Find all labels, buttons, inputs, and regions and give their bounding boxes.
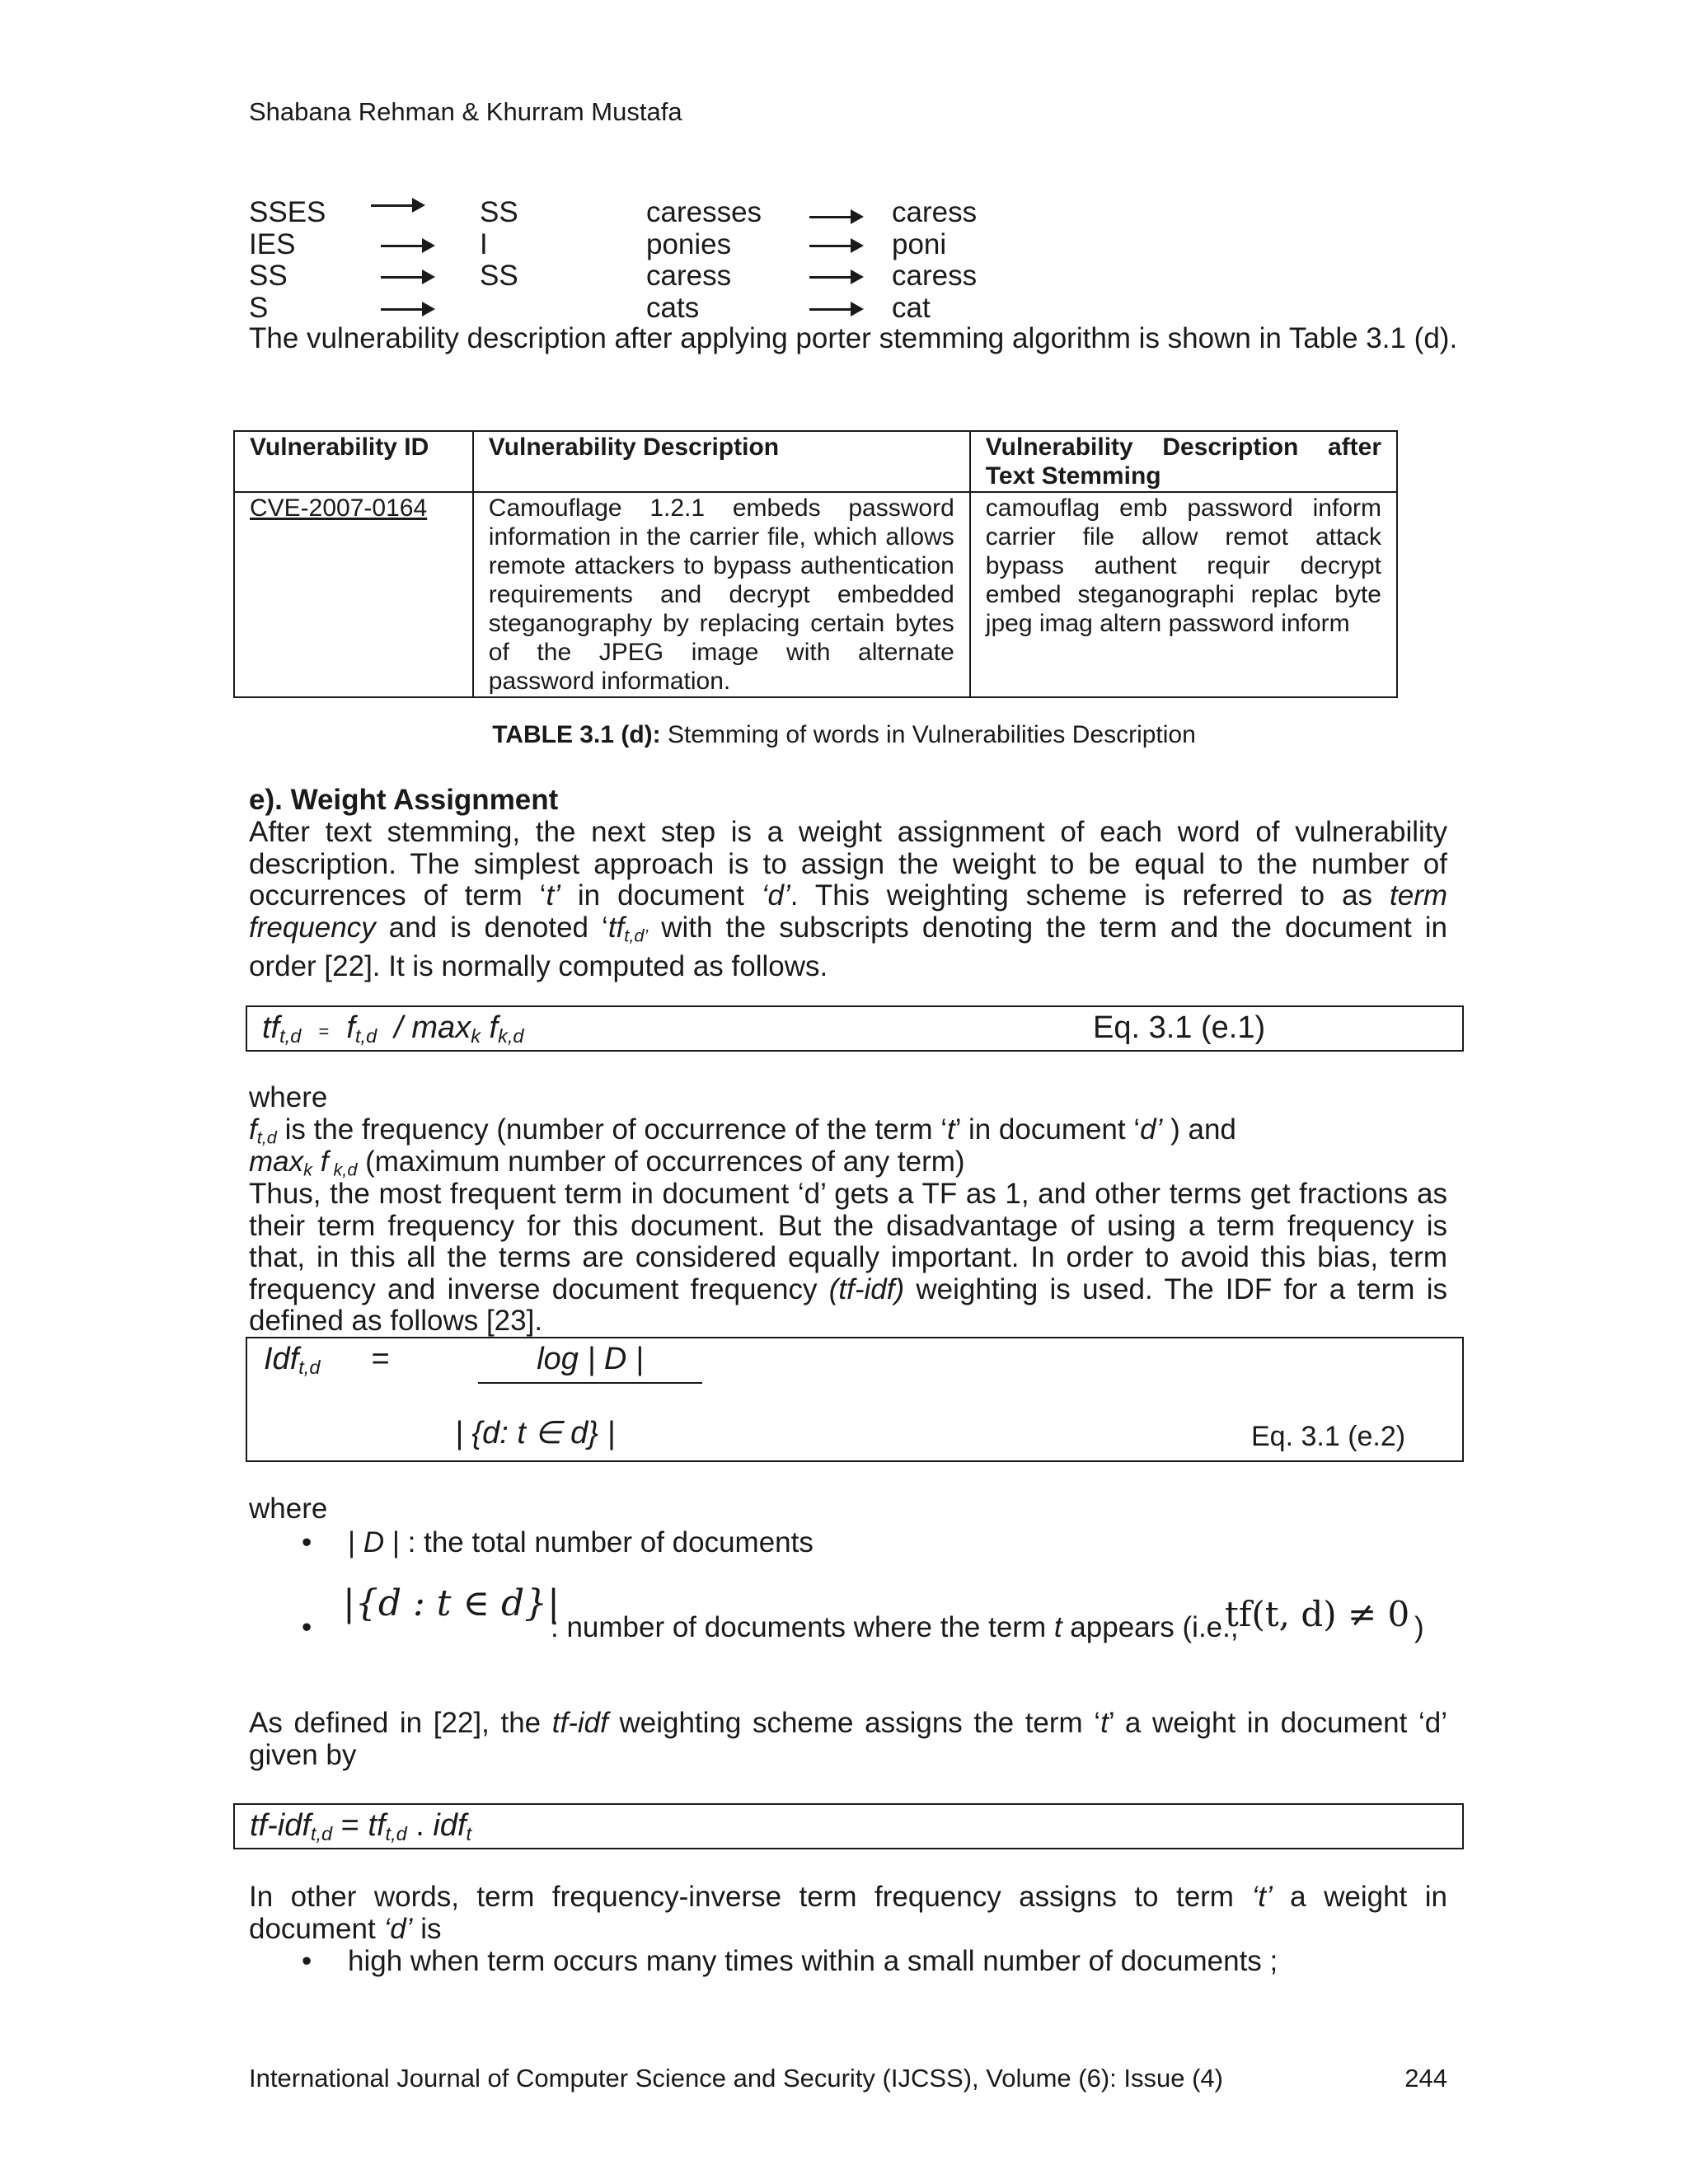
text-run: k [303, 1159, 312, 1180]
text-run: ’ in document ‘ [954, 1113, 1141, 1146]
text-run: k,d [498, 1024, 524, 1047]
running-header: Shabana Rehman & Khurram Mustafa [249, 97, 682, 126]
paragraph-tf-bias [249, 1179, 1447, 1338]
text-run: in document [560, 879, 762, 912]
text-run: tf [607, 911, 625, 944]
text-run: / max [385, 1010, 471, 1045]
table-cell-description: Camouflage 1.2.1 embeds password information in the carrier file, which allows remote attackers to bypass authentication requirements and decrypt embedded steganography by replacing certain bytes of the JPEG image with alternate password information. [473, 492, 970, 697]
text-run: (maximum number of occurrences of any term) [357, 1146, 965, 1178]
arrow-right-icon [371, 204, 422, 207]
text-run: f [346, 1010, 355, 1045]
formula-image-docset: |{d : t ∈ d}| [343, 1582, 560, 1624]
text-run: As defined in [22], the [249, 1707, 552, 1739]
text-run: t’ [546, 879, 560, 912]
text-run: ‘t’ [1251, 1881, 1273, 1913]
table-cell-stemmed: camouflag emb password inform carrier file allow remot attack bypass authent requir decrypt embed steganographi replac byte jpeg imag altern password inform [970, 492, 1397, 697]
rule-replacement: SS [480, 196, 518, 228]
text-run: d’ [1140, 1113, 1163, 1146]
table-row [234, 492, 1397, 697]
text-run: = [318, 1021, 330, 1042]
bullet-icon: • [302, 1611, 312, 1643]
equation-tfidf [250, 1808, 471, 1845]
text-run: t [1100, 1707, 1109, 1739]
equation-equals: = [371, 1342, 390, 1376]
text-run: with the subscripts denoting the term and the document in order [22]. It is normally computed as follows. [249, 911, 1447, 983]
section-heading: e). Weight Assignment [249, 784, 559, 816]
text-run: t [1053, 1611, 1062, 1643]
text-run: and is denoted ‘ [375, 911, 608, 944]
arrow-right-icon [809, 216, 860, 218]
text-run: Thus, the most frequent term in document ‘d’ gets a TF as 1, and other terms get fractions as their term frequency for this document. But the disadvantage of using a term frequency is that, in this all the terms are considered equally important. In order to avoid this bias, term frequency and inverse document frequency [249, 1178, 1447, 1305]
caption-label: TABLE 3.1 (d): [492, 721, 661, 748]
intro-line: The vulnerability description after applying porter stemming algorithm is shown in Table 3.1 (d). [249, 322, 1458, 354]
journal-name: International Journal of Computer Science and Security (IJCSS), Volume (6): Issue (4) [249, 2064, 1223, 2093]
caption-text: Stemming of words in Vulnerabilities Description [660, 721, 1196, 748]
text-run: weighting is used. The IDF for a term is defined as follows [23]. [249, 1272, 1447, 1337]
rule-row [249, 196, 1485, 228]
rule-example: caress [646, 260, 732, 292]
vulnerability-table [233, 430, 1398, 698]
stemming-rules [249, 196, 1485, 323]
text-run: t,d [310, 1822, 333, 1844]
text-run: t,d [298, 1356, 321, 1378]
text-run: t,d [256, 1127, 277, 1148]
text-run: : number of documents where the term [551, 1611, 1054, 1643]
table-header-row [234, 431, 1397, 492]
rule-result: poni [892, 227, 947, 260]
closing-paren: ) [1414, 1611, 1424, 1643]
paragraph-other-words [249, 1882, 1447, 1945]
cve-id-link[interactable]: CVE-2007-0164 [234, 492, 473, 697]
text-run: f [480, 1010, 499, 1045]
arrow-right-icon [809, 276, 860, 279]
text-run: max [249, 1146, 304, 1178]
text-run: | [348, 1526, 363, 1558]
bullet-docs-with-term [551, 1612, 1239, 1644]
text-run: tf-idf [250, 1808, 311, 1843]
text-run: t [947, 1113, 955, 1146]
rule-row [249, 260, 1485, 292]
rule-suffix: IES [249, 227, 296, 260]
text-run: . [406, 1808, 434, 1843]
text-run: t [466, 1822, 472, 1844]
text-run: | : the total number of documents [384, 1526, 814, 1558]
rule-replacement: I [480, 227, 488, 260]
text-run: After text stemming, the next step is a weight assignment of each word of vulnerability description. The simplest approach is to assign the weight to be equal to the number of occurrences of term ‘ [249, 816, 1447, 912]
text-run: is the frequency (number of occurrence of the term ‘ [276, 1113, 948, 1146]
text-run: appears (i.e., [1062, 1611, 1239, 1643]
rule-result: cat [892, 291, 931, 324]
page-footer [249, 2064, 1447, 2093]
text-run: k,d [328, 1159, 358, 1180]
rule-example: cats [646, 291, 700, 324]
text-run: tf [368, 1808, 386, 1843]
text-run: t,d [279, 1024, 302, 1047]
rule-row [249, 228, 1485, 260]
equation-box-tf [246, 1005, 1464, 1052]
text-run: k [471, 1024, 481, 1047]
formula-image-tf-nonzero: tf(t, d) ≠ 0 [1225, 1594, 1410, 1634]
text-run: t,d’ [624, 924, 649, 945]
rule-example: caresses [646, 196, 762, 228]
text-run: tf [262, 1010, 280, 1045]
arrow-right-icon [381, 308, 432, 311]
arrow-right-icon [809, 308, 860, 311]
rule-result: caress [892, 260, 978, 292]
equation-box-tfidf [233, 1803, 1464, 1849]
text-run: is [412, 1912, 442, 1945]
bullet-icon: • [302, 1945, 312, 1977]
text-run: In other words, term frequency-inverse term frequency assigns to term [249, 1881, 1252, 1913]
arrow-right-icon [381, 276, 432, 279]
rule-suffix: SS [249, 260, 288, 292]
bullet-icon: • [302, 1526, 312, 1558]
text-run: idf [433, 1808, 467, 1843]
rule-row [249, 292, 1485, 324]
text-run: ) and [1162, 1113, 1236, 1146]
text-run: Idf [264, 1342, 299, 1376]
table-caption [0, 721, 1688, 749]
rule-suffix: SSES [249, 196, 326, 228]
equation-label: Eq. 3.1 (e.2) [1251, 1421, 1406, 1452]
where-label: where [249, 1493, 328, 1525]
arrow-right-icon [381, 245, 432, 247]
page-number: 244 [1404, 2064, 1447, 2093]
table-header-description: Vulnerability Description [473, 431, 970, 492]
arrow-right-icon [809, 245, 860, 247]
text-run: = [332, 1808, 368, 1843]
text-run: f [312, 1146, 329, 1178]
bullet-high-weight: high when term occurs many times within a small number of documents ; [348, 1945, 1278, 1977]
text-run: ‘d’ [761, 879, 790, 912]
text-run: a weight in document [249, 1881, 1447, 1945]
where-label: where [249, 1081, 328, 1113]
rule-example: ponies [646, 227, 732, 260]
equation-denominator: | {d: t ∈ d} | [455, 1416, 616, 1451]
table-header-stemmed: Vulnerability Description after Text Stemming [970, 431, 1397, 492]
rule-suffix: S [249, 291, 269, 324]
text-run: term frequency [249, 879, 1447, 944]
equation-label: Eq. 3.1 (e.1) [1093, 1010, 1266, 1045]
text-run: f [249, 1113, 257, 1146]
equation-box-idf [246, 1337, 1464, 1462]
text-run: (tf-idf) [828, 1272, 905, 1305]
equation-idf-lhs [264, 1342, 320, 1379]
text-run: weighting scheme assigns the term ‘ [607, 1707, 1101, 1739]
equation-numerator: log | D | [478, 1342, 702, 1384]
paragraph-weight-assignment [249, 817, 1447, 983]
equation-tf [262, 1010, 524, 1047]
text-run: D [363, 1526, 385, 1558]
rule-result: caress [892, 196, 978, 228]
text-run: . This weighting scheme is referred to as [790, 879, 1390, 912]
table-header-id: Vulnerability ID [234, 431, 473, 492]
paragraph-tfidf-definition [249, 1708, 1447, 1771]
text-run: ‘d’ [383, 1912, 413, 1945]
bullet-total-docs [348, 1527, 814, 1559]
text-run: t,d [354, 1024, 377, 1047]
text-run: t,d [385, 1822, 407, 1844]
rule-replacement: SS [480, 260, 518, 292]
text-run: ’ a weight in document ‘d’ given by [249, 1707, 1447, 1771]
text-run: tf-idf [551, 1707, 608, 1739]
